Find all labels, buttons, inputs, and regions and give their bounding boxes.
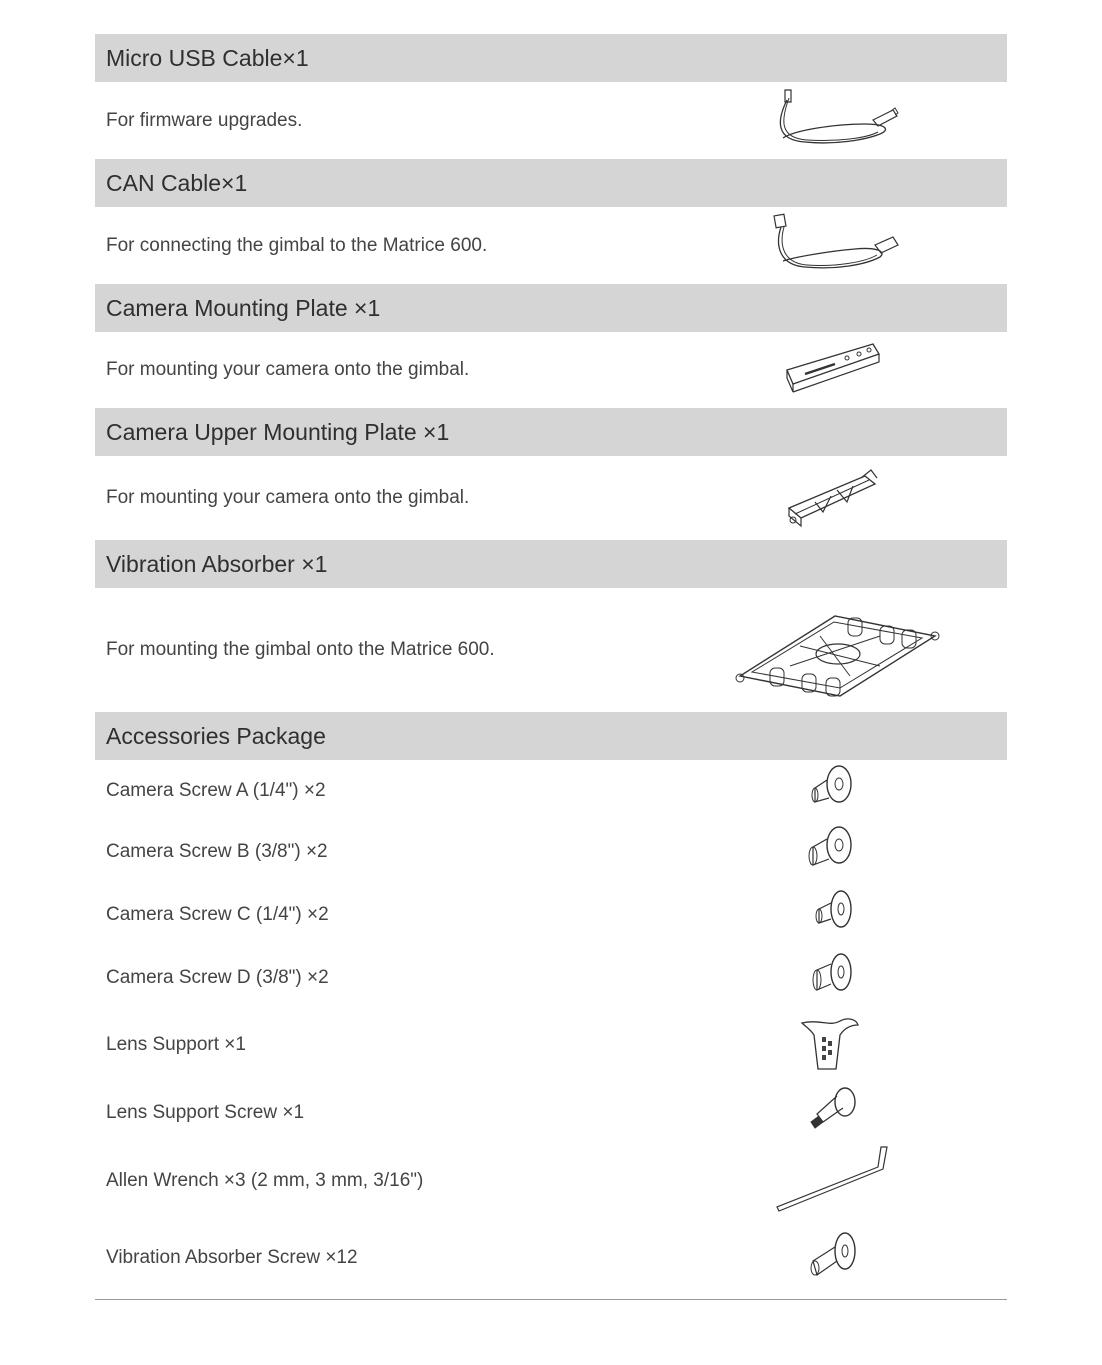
camera-screw-icon — [805, 946, 865, 1002]
list-item — [95, 332, 1007, 408]
package-contents-list — [95, 34, 1007, 1300]
list-item — [95, 946, 1007, 1009]
item-description: For mounting your camera onto the gimbal. — [106, 359, 470, 380]
list-item — [95, 207, 1007, 284]
section-header: Vibration Absorber ×1 — [95, 540, 1007, 588]
vibration-absorber-icon — [775, 588, 950, 716]
can-cable-icon — [775, 207, 905, 275]
item-description: For connecting the gimbal to the Matrice 600. — [106, 234, 488, 256]
item-description: Lens Support ×1 — [106, 1033, 246, 1055]
list-item — [95, 883, 1007, 946]
allen-wrench-icon — [775, 1145, 895, 1215]
section-header: CAN Cable×1 — [95, 159, 1007, 207]
item-description: Lens Support Screw ×1 — [106, 1101, 305, 1123]
list-item — [95, 1145, 1007, 1217]
section-header: Camera Upper Mounting Plate ×1 — [95, 408, 1007, 456]
item-description: For mounting your camera onto the gimbal. — [106, 487, 470, 508]
list-item — [95, 1009, 1007, 1080]
camera-screw-icon — [805, 760, 865, 816]
vibration-absorber-screw-icon — [805, 1217, 865, 1281]
list-item — [95, 821, 1007, 883]
list-item — [95, 588, 1007, 712]
list-item — [95, 1217, 1007, 1299]
micro-usb-cable-icon — [775, 82, 905, 150]
list-item — [95, 760, 1007, 821]
item-description: Camera Screw C (1/4") ×2 — [106, 903, 329, 925]
item-description: Allen Wrench ×3 (2 mm, 3 mm, 3/16") — [106, 1170, 424, 1191]
list-item — [95, 456, 1007, 540]
section-header: Micro USB Cable×1 — [95, 34, 1007, 82]
item-description: Camera Screw B (3/8") ×2 — [106, 841, 328, 862]
mounting-plate-icon — [775, 332, 885, 400]
list-item — [95, 1080, 1007, 1145]
section-header: Camera Mounting Plate ×1 — [95, 284, 1007, 332]
item-description: Vibration Absorber Screw ×12 — [106, 1247, 358, 1268]
upper-mounting-plate-icon — [775, 456, 885, 538]
lens-support-screw-icon — [805, 1080, 865, 1136]
section-header: Accessories Package — [95, 712, 1007, 760]
item-description: For mounting the gimbal onto the Matrice 600. — [106, 639, 495, 660]
list-item — [95, 82, 1007, 159]
camera-screw-icon — [805, 821, 865, 877]
item-description: Camera Screw A (1/4") ×2 — [106, 779, 326, 801]
item-description: For firmware upgrades. — [106, 109, 303, 131]
lens-support-icon — [800, 1009, 860, 1075]
item-description: Camera Screw D (3/8") ×2 — [106, 966, 329, 988]
bottom-divider — [95, 1299, 1007, 1300]
camera-screw-icon — [805, 883, 865, 939]
